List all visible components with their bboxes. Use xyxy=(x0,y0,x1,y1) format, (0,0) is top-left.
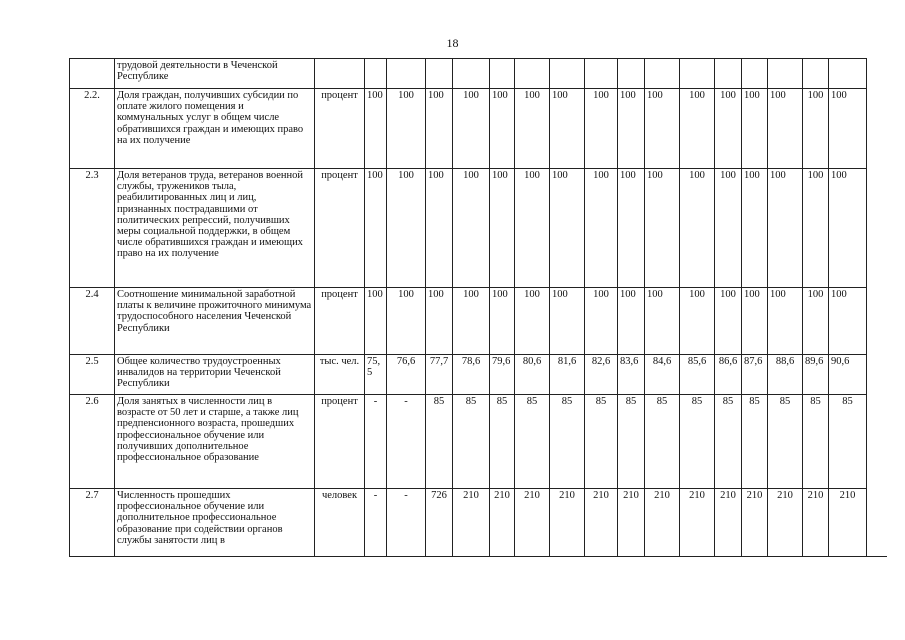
table-row xyxy=(70,355,867,395)
value-cell: 85 xyxy=(490,395,515,489)
row-number: 2.3 xyxy=(70,169,115,288)
table-row xyxy=(70,489,867,556)
value-cell: 77,7 xyxy=(426,355,453,395)
indicator-name: Доля занятых в численности лиц в возрасте от 50 лет и старше, а также лиц предпенсионного возраста, прошедших профессиональное обучение или получивших дополнительное профессиональное образование xyxy=(115,395,315,489)
value-cell: 100 xyxy=(365,89,387,169)
value-cell xyxy=(680,59,715,89)
value-cell: - xyxy=(387,395,426,489)
value-cell: - xyxy=(387,489,426,556)
value-cell: 100 xyxy=(645,89,680,169)
value-cell: 100 xyxy=(829,89,867,169)
value-cell: 210 xyxy=(715,489,742,556)
value-cell: 210 xyxy=(490,489,515,556)
value-cell xyxy=(453,59,490,89)
value-cell: 85 xyxy=(550,395,585,489)
value-cell: 210 xyxy=(515,489,550,556)
value-cell: 100 xyxy=(742,169,768,288)
value-cell: 100 xyxy=(742,288,768,355)
value-cell: 84,6 xyxy=(645,355,680,395)
indicator-name: Соотношение минимальной заработной платы к величине прожиточного минимума трудоспособного населения Чеченской Республики xyxy=(115,288,315,355)
value-cell: 210 xyxy=(618,489,645,556)
value-cell: 100 xyxy=(365,169,387,288)
table-row xyxy=(70,59,867,89)
value-cell: 100 xyxy=(426,288,453,355)
value-cell: 100 xyxy=(550,89,585,169)
value-cell: 100 xyxy=(618,169,645,288)
value-cell: 100 xyxy=(680,288,715,355)
value-cell: 100 xyxy=(585,169,618,288)
value-cell xyxy=(803,59,829,89)
indicator-name: Общее количество трудоустроенных инвалидов на территории Чеченской Республики xyxy=(115,355,315,395)
table-row xyxy=(70,288,867,355)
value-cell xyxy=(550,59,585,89)
value-cell: 100 xyxy=(550,288,585,355)
value-cell: 100 xyxy=(715,89,742,169)
unit-cell: тыс. чел. xyxy=(315,355,365,395)
value-cell: 82,6 xyxy=(585,355,618,395)
indicator-name: Доля ветеранов труда, ветеранов военной службы, тружеников тыла, реабилитированных лиц и лиц, признанных пострадавшими от политических репрессий, получивших меры социальной поддержки, в общем числе обратившихся граждан и имеющих право на их получение xyxy=(115,169,315,288)
value-cell: 100 xyxy=(618,288,645,355)
value-cell: 100 xyxy=(829,169,867,288)
value-cell: 85 xyxy=(585,395,618,489)
indicators-table xyxy=(69,58,867,556)
value-cell: 100 xyxy=(426,169,453,288)
value-cell: 210 xyxy=(585,489,618,556)
value-cell: 85 xyxy=(803,395,829,489)
value-cell: 100 xyxy=(490,89,515,169)
value-cell: 80,6 xyxy=(515,355,550,395)
value-cell: 100 xyxy=(680,89,715,169)
value-cell: 100 xyxy=(550,169,585,288)
table-row xyxy=(70,395,867,489)
value-cell: 85 xyxy=(515,395,550,489)
value-cell: 100 xyxy=(645,169,680,288)
value-cell: 100 xyxy=(453,288,490,355)
value-cell: 75,5 xyxy=(365,355,387,395)
value-cell xyxy=(645,59,680,89)
row-number: 2.6 xyxy=(70,395,115,489)
value-cell: 85 xyxy=(645,395,680,489)
value-cell: 83,6 xyxy=(618,355,645,395)
value-cell: 100 xyxy=(515,169,550,288)
value-cell: - xyxy=(365,395,387,489)
value-cell: 100 xyxy=(715,288,742,355)
value-cell: - xyxy=(365,489,387,556)
row-number: 2.2. xyxy=(70,89,115,169)
value-cell: 76,6 xyxy=(387,355,426,395)
value-cell: 85 xyxy=(742,395,768,489)
value-cell xyxy=(829,59,867,89)
value-cell: 100 xyxy=(490,288,515,355)
page-number: 18 xyxy=(446,36,459,50)
row-number xyxy=(70,59,115,89)
row-number: 2.7 xyxy=(70,489,115,556)
value-cell: 210 xyxy=(453,489,490,556)
value-cell: 210 xyxy=(742,489,768,556)
value-cell: 100 xyxy=(768,169,803,288)
indicator-name: трудовой деятельности в Чеченской Республике xyxy=(115,59,315,89)
value-cell: 79,6 xyxy=(490,355,515,395)
value-cell: 100 xyxy=(453,89,490,169)
value-cell: 100 xyxy=(829,288,867,355)
value-cell: 78,6 xyxy=(453,355,490,395)
value-cell: 100 xyxy=(387,169,426,288)
value-cell: 100 xyxy=(387,89,426,169)
value-cell: 90,6 xyxy=(829,355,867,395)
value-cell: 100 xyxy=(680,169,715,288)
value-cell: 100 xyxy=(715,169,742,288)
value-cell: 210 xyxy=(645,489,680,556)
unit-cell: процент xyxy=(315,169,365,288)
value-cell: 100 xyxy=(515,89,550,169)
value-cell xyxy=(618,59,645,89)
value-cell: 85 xyxy=(453,395,490,489)
value-cell: 100 xyxy=(426,89,453,169)
value-cell: 89,6 xyxy=(803,355,829,395)
indicator-name: Доля граждан, получивших субсидии по оплате жилого помещения и коммунальных услуг в общем числе обратившихся граждан и имеющих право на их получение xyxy=(115,89,315,169)
value-cell: 210 xyxy=(550,489,585,556)
indicator-name: Численность прошедших профессиональное обучение или дополнительное профессиональное образование при содействии органов службы занятости лиц в xyxy=(115,489,315,556)
value-cell xyxy=(365,59,387,89)
value-cell: 210 xyxy=(768,489,803,556)
unit-cell: процент xyxy=(315,395,365,489)
row-number: 2.4 xyxy=(70,288,115,355)
value-cell xyxy=(768,59,803,89)
unit-cell: процент xyxy=(315,89,365,169)
value-cell: 100 xyxy=(768,288,803,355)
value-cell: 86,6 xyxy=(715,355,742,395)
value-cell xyxy=(490,59,515,89)
value-cell: 100 xyxy=(803,89,829,169)
value-cell: 100 xyxy=(490,169,515,288)
value-cell: 100 xyxy=(768,89,803,169)
value-cell: 100 xyxy=(645,288,680,355)
value-cell xyxy=(426,59,453,89)
value-cell: 85,6 xyxy=(680,355,715,395)
value-cell: 85 xyxy=(426,395,453,489)
value-cell: 85 xyxy=(829,395,867,489)
value-cell: 100 xyxy=(803,288,829,355)
value-cell xyxy=(387,59,426,89)
value-cell: 100 xyxy=(365,288,387,355)
unit-cell: процент xyxy=(315,288,365,355)
value-cell: 100 xyxy=(585,89,618,169)
value-cell xyxy=(742,59,768,89)
value-cell: 100 xyxy=(618,89,645,169)
value-cell xyxy=(515,59,550,89)
value-cell: 100 xyxy=(387,288,426,355)
value-cell: 85 xyxy=(618,395,645,489)
value-cell: 85 xyxy=(768,395,803,489)
value-cell: 87,6 xyxy=(742,355,768,395)
unit-cell: человек xyxy=(315,489,365,556)
value-cell: 726 xyxy=(426,489,453,556)
value-cell: 100 xyxy=(515,288,550,355)
value-cell: 210 xyxy=(803,489,829,556)
value-cell: 100 xyxy=(803,169,829,288)
value-cell: 81,6 xyxy=(550,355,585,395)
table-row xyxy=(70,169,867,288)
value-cell: 100 xyxy=(742,89,768,169)
value-cell: 210 xyxy=(680,489,715,556)
unit-cell xyxy=(315,59,365,89)
table-row xyxy=(70,89,867,169)
value-cell: 100 xyxy=(585,288,618,355)
value-cell: 85 xyxy=(715,395,742,489)
value-cell xyxy=(715,59,742,89)
value-cell: 100 xyxy=(453,169,490,288)
table-bottom-rule xyxy=(69,556,887,557)
value-cell: 85 xyxy=(680,395,715,489)
value-cell: 210 xyxy=(829,489,867,556)
row-number: 2.5 xyxy=(70,355,115,395)
value-cell xyxy=(585,59,618,89)
value-cell: 88,6 xyxy=(768,355,803,395)
